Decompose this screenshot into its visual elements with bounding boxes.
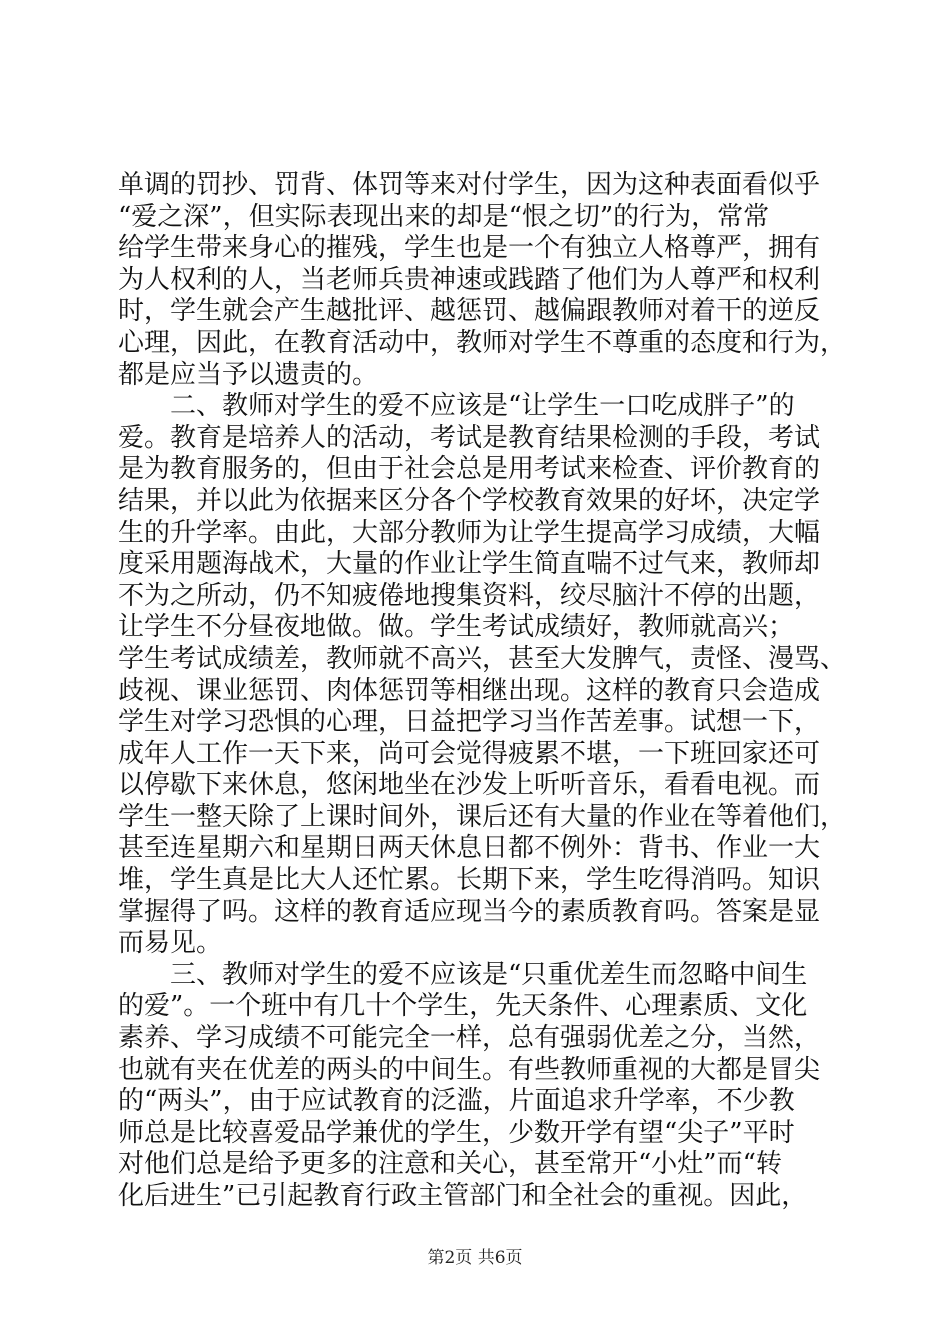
text-line: “爱之深”，但实际表现出来的却是“恨之切”的行为，常常 [118, 201, 770, 232]
text-line: 不为之所动，仍不知疲倦地搜集资料，绞尽脑汁不停的出题， [118, 580, 821, 611]
text-line: 以停歇下来休息，悠闲地坐在沙发上听听音乐，看看电视。而 [118, 770, 821, 801]
text-line: 的“两头”，由于应试教育的泛滥，片面追求升学率，不少教 [118, 1086, 795, 1117]
text-line: 学生考试成绩差，教师就不高兴，甚至大发脾气，责怪、漫骂、 [118, 643, 847, 674]
text-line: 二、教师对学生的爱不应该是“让学生一口吃成胖子”的 [118, 391, 795, 422]
text-line: 也就有夹在优差的两头的中间生。有些教师重视的大都是冒尖 [118, 1054, 821, 1085]
text-line: 甚至连星期六和星期日两天休息日都不例外：背书、作业一大 [118, 833, 821, 864]
text-line: 师总是比较喜爱品学兼优的学生，少数开学有望“尖子”平时 [118, 1117, 795, 1148]
text-line: 给学生带来身心的摧残，学生也是一个有独立人格尊严，拥有 [118, 233, 821, 264]
text-line: 度采用题海战术，大量的作业让学生简直喘不过气来，教师却 [118, 549, 821, 580]
text-line: 化后进生”已引起教育行政主管部门和全社会的重视。因此， [118, 1181, 808, 1211]
text-line: 学生对学习恐惧的心理，日益把学习当作苦差事。试想一下， [118, 707, 821, 738]
page-footer: 第2页 共6页 [427, 1248, 523, 1268]
text-line: 成年人工作一天下来，尚可会觉得疲累不堪，一下班回家还可 [118, 738, 821, 769]
text-line: 学生一整天除了上课时间外，课后还有大量的作业在等着他们， [118, 801, 847, 832]
text-line: 生的升学率。由此，大部分教师为让学生提高学习成绩，大幅 [118, 517, 821, 548]
text-line: 单调的罚抄、罚背、体罚等来对付学生，因为这种表面看似乎 [118, 170, 821, 200]
text-line: 爱。教育是培养人的活动，考试是教育结果检测的手段，考试 [118, 422, 821, 453]
text-line: 三、教师对学生的爱不应该是“只重优差生而忽略中间生 [118, 959, 808, 990]
text-line: 堆，学生真是比大人还忙累。长期下来，学生吃得消吗。知识 [118, 865, 821, 896]
paragraph [118, 170, 847, 391]
text-line: 歧视、课业惩罚、肉体惩罚等相继出现。这样的教育只会造成 [118, 675, 821, 706]
text-line: 的爱”。一个班中有几十个学生，先天条件、心理素质、文化 [118, 991, 808, 1022]
text-line: 让学生不分昼夜地做。做。学生考试成绩好，教师就高兴； [118, 612, 795, 643]
text-line: 是为教育服务的，但由于社会总是用考试来检查、评价教育的 [118, 454, 821, 485]
text-line: 时，学生就会产生越批评、越惩罚、越偏跟教师对着干的逆反 [118, 296, 821, 327]
text-line: 而易见。 [118, 928, 223, 959]
body-text [118, 170, 847, 1213]
text-line: 掌握得了吗。这样的教育适应现当今的素质教育吗。答案是显 [118, 896, 821, 927]
text-line: 对他们总是给予更多的注意和关心，甚至常开“小灶”而“转 [118, 1149, 782, 1180]
text-line: 心理，因此，在教育活动中，教师对学生不尊重的态度和行为， [118, 327, 847, 358]
text-line: 为人权利的人，当老师兵贵神速或践踏了他们为人尊严和权利 [118, 264, 821, 295]
paragraph [118, 960, 838, 1213]
paragraph [118, 391, 847, 960]
text-line: 都是应当予以遗责的。 [118, 359, 379, 390]
text-line: 素养、学习成绩不可能完全一样，总有强弱优差之分，当然， [118, 1023, 821, 1054]
text-line: 结果，并以此为依据来区分各个学校教育效果的好坏，决定学 [118, 485, 821, 516]
